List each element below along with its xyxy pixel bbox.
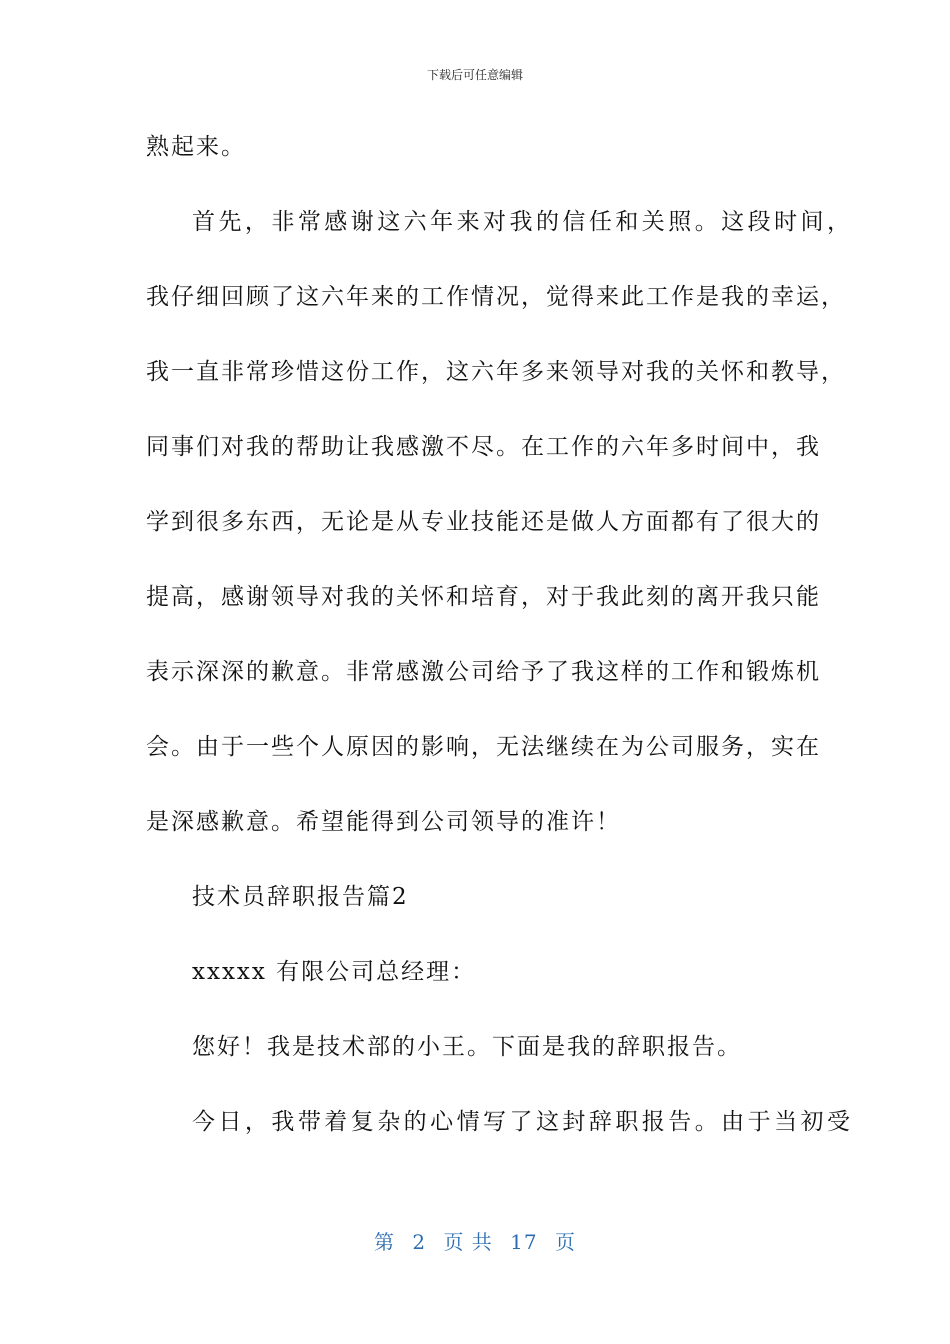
paragraph-line: 熟起来。 bbox=[146, 134, 246, 160]
paragraph-line: 提高，感谢领导对我的关怀和培育，对于我此刻的离开我只能 bbox=[146, 584, 821, 610]
footer-page-number: 2 bbox=[412, 1230, 427, 1254]
paragraph-line: 今日，我带着复杂的心情写了这封辞职报告。由于当初受 bbox=[192, 1109, 852, 1135]
paragraph-line: 首先，非常感谢这六年来对我的信任和关照。这段时间， bbox=[192, 209, 852, 235]
salutation: xxxxx 有限公司总经理： bbox=[192, 959, 477, 985]
paragraph-line: 我仔细回顾了这六年来的工作情况，觉得来此工作是我的幸运， bbox=[146, 284, 846, 310]
paragraph-line: 表示深深的歉意。非常感激公司给予了我这样的工作和锻炼机 bbox=[146, 659, 821, 685]
page-footer bbox=[0, 1226, 950, 1255]
paragraph-line: 是深感歉意。希望能得到公司领导的准许！ bbox=[146, 809, 621, 835]
paragraph-line: 我一直非常珍惜这份工作，这六年多来领导对我的关怀和教导， bbox=[146, 359, 846, 385]
paragraph-line: 同事们对我的帮助让我感激不尽。在工作的六年多时间中，我 bbox=[146, 434, 821, 460]
footer-total-pages: 17 bbox=[510, 1230, 538, 1254]
page-header: 下载后可任意编辑 bbox=[426, 68, 523, 82]
paragraph-line: 学到很多东西，无论是从专业技能还是做人方面都有了很大的 bbox=[146, 509, 821, 535]
section-heading: 技术员辞职报告篇2 bbox=[192, 884, 409, 910]
paragraph-line: 您好！我是技术部的小王。下面是我的辞职报告。 bbox=[192, 1034, 742, 1060]
paragraph-line: 会。由于一些个人原因的影响，无法继续在为公司服务，实在 bbox=[146, 734, 821, 760]
footer-prefix: 第 bbox=[374, 1230, 395, 1254]
footer-suffix: 页 bbox=[554, 1230, 576, 1254]
footer-middle: 页 共 bbox=[443, 1230, 493, 1254]
